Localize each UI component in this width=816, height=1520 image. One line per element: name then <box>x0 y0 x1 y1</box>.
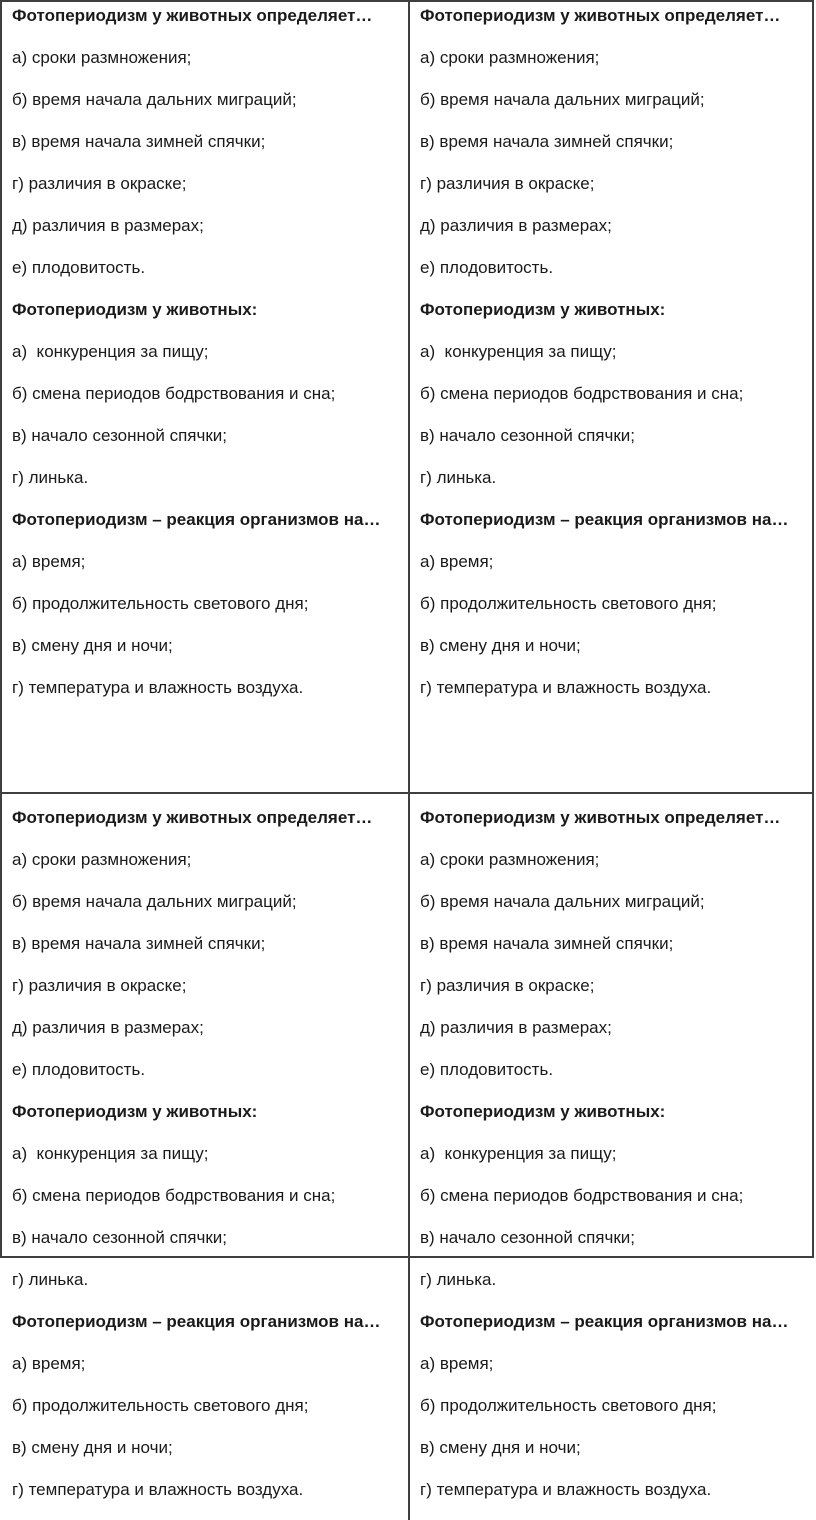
table-cell-row1-col1 <box>2 2 410 794</box>
answer-option: а) сроки размножения; <box>12 48 192 67</box>
question-heading: Фотопериодизм у животных: <box>420 1102 666 1121</box>
question-heading: Фотопериодизм – реакция организмов на… <box>12 510 381 529</box>
answer-option: г) линька. <box>420 1270 497 1289</box>
answer-option: в) время начала зимней спячки; <box>12 132 266 151</box>
answer-option: г) температура и влажность воздуха. <box>420 1480 712 1499</box>
question-heading: Фотопериодизм – реакция организмов на… <box>420 510 789 529</box>
answer-option: в) время начала зимней спячки; <box>420 934 674 953</box>
answer-option: г) различия в окраске; <box>12 976 187 995</box>
answer-option: б) время начала дальних миграций; <box>12 90 297 109</box>
answer-option: в) начало сезонной спячки; <box>12 426 227 445</box>
answer-option: е) плодовитость. <box>12 258 146 277</box>
answer-option: в) время начала зимней спячки; <box>12 934 266 953</box>
answer-option: в) время начала зимней спячки; <box>420 132 674 151</box>
table-cell-row2-col2 <box>410 794 812 1520</box>
question-heading: Фотопериодизм – реакция организмов на… <box>12 1312 381 1331</box>
question-heading: Фотопериодизм у животных: <box>420 300 666 319</box>
answer-option: а) сроки размножения; <box>420 48 600 67</box>
answer-option: е) плодовитость. <box>12 1060 146 1079</box>
answer-option: а) конкуренция за пищу; <box>420 342 617 361</box>
answer-option: г) линька. <box>12 468 89 487</box>
answer-option: г) температура и влажность воздуха. <box>420 678 712 697</box>
answer-option: а) время; <box>12 1354 86 1373</box>
answer-option: в) смену дня и ночи; <box>420 636 581 655</box>
question-heading: Фотопериодизм у животных определяет… <box>420 808 781 827</box>
answer-option: а) сроки размножения; <box>12 850 192 869</box>
answer-option: б) время начала дальних миграций; <box>12 892 297 911</box>
answer-option: в) смену дня и ночи; <box>12 1438 173 1457</box>
answer-option: а) конкуренция за пищу; <box>12 342 209 361</box>
answer-option: г) температура и влажность воздуха. <box>12 1480 304 1499</box>
answer-option: б) смена периодов бодрствования и сна; <box>12 1186 336 1205</box>
answer-option: б) продолжительность светового дня; <box>12 1396 309 1415</box>
answer-option: а) конкуренция за пищу; <box>420 1144 617 1163</box>
answer-option: г) температура и влажность воздуха. <box>12 678 304 697</box>
answer-option: б) смена периодов бодрствования и сна; <box>12 384 336 403</box>
table-cell-row2-col1 <box>2 794 410 1520</box>
answer-option: г) различия в окраске; <box>12 174 187 193</box>
answer-option: е) плодовитость. <box>420 258 554 277</box>
answer-option: а) время; <box>420 1354 494 1373</box>
answer-option: а) конкуренция за пищу; <box>12 1144 209 1163</box>
question-heading: Фотопериодизм у животных определяет… <box>12 808 373 827</box>
answer-option: в) начало сезонной спячки; <box>420 426 635 445</box>
answer-option: б) время начала дальних миграций; <box>420 892 705 911</box>
answer-option: б) продолжительность светового дня; <box>420 1396 717 1415</box>
question-heading: Фотопериодизм у животных: <box>12 300 258 319</box>
answer-option: б) продолжительность светового дня; <box>12 594 309 613</box>
answer-option: б) смена периодов бодрствования и сна; <box>420 384 744 403</box>
answer-option: д) различия в размерах; <box>420 216 612 235</box>
question-heading: Фотопериодизм у животных определяет… <box>12 6 373 25</box>
answer-option: д) различия в размерах; <box>12 216 204 235</box>
answer-option: г) линька. <box>420 468 497 487</box>
answer-option: а) время; <box>420 552 494 571</box>
table-cell-row1-col2 <box>410 2 812 794</box>
answer-option: в) смену дня и ночи; <box>12 636 173 655</box>
answer-option: б) продолжительность светового дня; <box>420 594 717 613</box>
answer-option: г) линька. <box>12 1270 89 1289</box>
question-heading: Фотопериодизм у животных: <box>12 1102 258 1121</box>
answer-option: а) сроки размножения; <box>420 850 600 869</box>
answer-option: б) время начала дальних миграций; <box>420 90 705 109</box>
answer-option: г) различия в окраске; <box>420 976 595 995</box>
answer-option: г) различия в окраске; <box>420 174 595 193</box>
question-heading: Фотопериодизм – реакция организмов на… <box>420 1312 789 1331</box>
answer-option: в) смену дня и ночи; <box>420 1438 581 1457</box>
answer-option: б) смена периодов бодрствования и сна; <box>420 1186 744 1205</box>
answer-option: а) время; <box>12 552 86 571</box>
answer-option: е) плодовитость. <box>420 1060 554 1079</box>
answer-option: д) различия в размерах; <box>420 1018 612 1037</box>
answer-option: д) различия в размерах; <box>12 1018 204 1037</box>
answer-option: в) начало сезонной спячки; <box>12 1228 227 1247</box>
question-heading: Фотопериодизм у животных определяет… <box>420 6 781 25</box>
answer-option: в) начало сезонной спячки; <box>420 1228 635 1247</box>
